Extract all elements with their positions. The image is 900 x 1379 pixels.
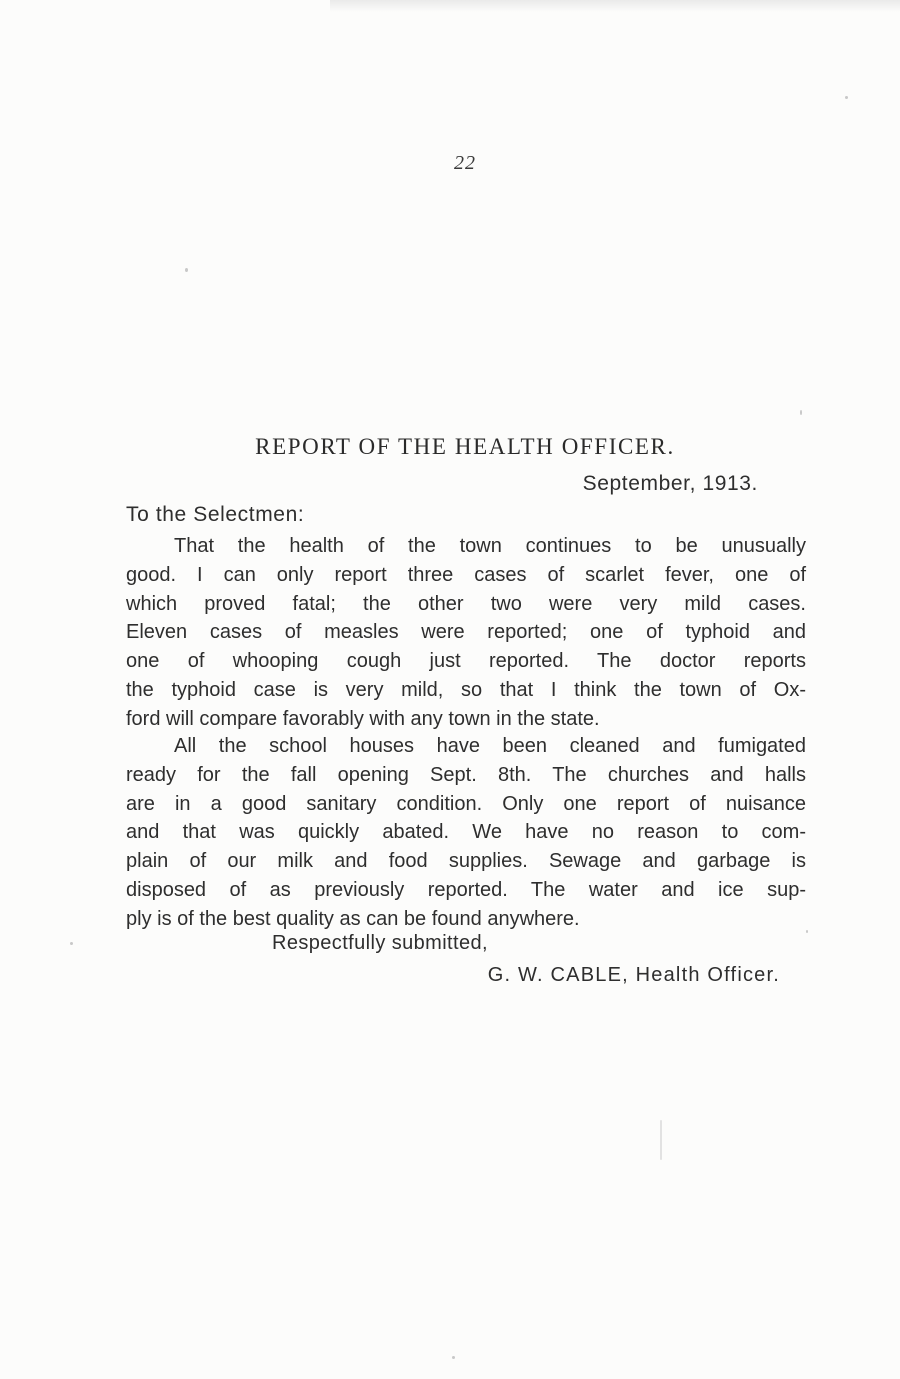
scan-speck — [452, 1356, 455, 1359]
scan-speck — [800, 410, 802, 415]
paragraph-line: disposed of as previously reported. The water and ice sup- — [126, 878, 806, 901]
page-number: 22 — [454, 152, 476, 174]
scan-speck — [806, 930, 808, 933]
salutation: To the Selectmen: — [126, 503, 305, 526]
scan-speck — [185, 268, 188, 272]
scan-edge-shadow — [330, 0, 900, 12]
paragraph-line: ready for the fall opening Sept. 8th. The churches and halls — [126, 763, 806, 786]
paragraph-line: good. I can only report three cases of scarlet fever, one of — [126, 563, 806, 586]
paragraph-line: which proved fatal; the other two were very mild cases. — [126, 592, 806, 615]
paragraph-health-report — [126, 532, 806, 734]
signature-line: G. W. CABLE, Health Officer. — [487, 964, 780, 986]
closing-line: Respectfully submitted, — [272, 932, 488, 954]
scan-speck — [845, 96, 848, 99]
scan-speck — [70, 942, 73, 945]
paragraph-line: are in a good sanitary condition. Only one report of nuisance — [126, 792, 806, 815]
paragraph-line: All the school houses have been cleaned and fumigated — [174, 735, 806, 757]
scan-speck — [660, 1120, 662, 1160]
paragraph-line: Eleven cases of measles were reported; one of typhoid and — [126, 621, 806, 644]
paragraph-line: one of whooping cough just reported. The doctor reports — [126, 650, 806, 673]
paragraph-line: ply is of the best quality as can be found anywhere. — [126, 907, 580, 930]
report-title: REPORT OF THE HEALTH OFFICER. — [255, 434, 675, 459]
paragraph-line: ford will compare favorably with any town in the state. — [126, 707, 600, 730]
report-date: September, 1913. — [582, 472, 758, 495]
paragraph-line: the typhoid case is very mild, so that I think the town of Ox- — [126, 678, 806, 701]
paragraph-line: plain of our milk and food supplies. Sewage and garbage is — [126, 850, 806, 873]
paragraph-sanitation-report — [126, 732, 806, 934]
paragraph-line: That the health of the town continues to be unusually — [174, 535, 806, 557]
paragraph-line: and that was quickly abated. We have no reason to com- — [126, 821, 806, 844]
